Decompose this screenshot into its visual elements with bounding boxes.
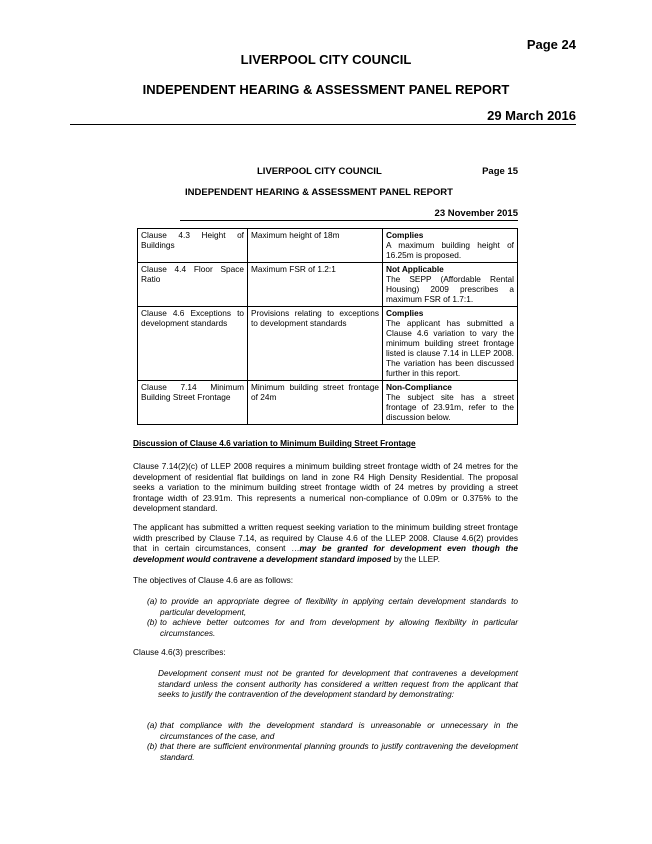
paragraph-2-text: The applicant has submitted a written request seeking variation to the minimum building street frontage width prescribed by Clause 7.14, as required by Clause 4.6 of the LLEP 2008. Clause 4.6(2) provides that in certain circumstances, consent …	[133, 522, 518, 553]
quote-item-text: that compliance with the development standard is unreasonable or unnecessary in the circumstances of the case, and	[160, 720, 518, 741]
quote-item-label: (b)	[147, 741, 158, 751]
result-status: Non-Compliance	[386, 382, 452, 392]
result-cell	[383, 381, 518, 425]
outer-panel-title: INDEPENDENT HEARING & ASSESSMENT PANEL REPORT	[142, 82, 510, 97]
inner-council-title: LIVERPOOL CITY COUNCIL	[257, 166, 382, 177]
result-cell	[383, 263, 518, 307]
discussion-heading: Discussion of Clause 4.6 variation to Minimum Building Street Frontage	[133, 438, 416, 448]
outer-council-title: LIVERPOOL CITY COUNCIL	[240, 52, 412, 67]
paragraph-2-end: by the LLEP.	[391, 553, 440, 564]
result-detail: The applicant has submitted a Clause 4.6 variation to vary the minimum building street frontage listed is clause 7.14 in LLEP 2008. The variation has been discussed further in this report.	[386, 318, 514, 378]
objectives-intro: The objectives of Clause 4.6 are as follows:	[133, 575, 294, 585]
result-status: Complies	[386, 308, 424, 318]
discussion-paragraph-1: Clause 7.14(2)(c) of LLEP 2008 requires a minimum building street frontage width of 24 metres for the development of residential flat buildings on land in zone R4 High Density Residential. The proposal seeks a variation to the minimum building street frontage width of 24 metres by providing a street frontage width of 23.91m. This represents a numerical non-compliance of 0.09m or 0.375% to the development standard.	[133, 461, 518, 513]
result-detail: The SEPP (Affordable Rental Housing) 2009 prescribes a maximum FSR of 1.7:1.	[386, 274, 514, 304]
clause-quote: Development consent must not be granted for development that contravenes a development standard unless the consent authority has considered a written request from the applicant that seeks to justify the contravention of the development standard by demonstrating:	[158, 668, 518, 699]
table-row	[138, 381, 518, 425]
objective-item	[147, 617, 518, 638]
result-status: Not Applicable	[386, 264, 444, 274]
result-cell	[383, 307, 518, 381]
clause-cell: Clause 4.3 Height of Buildings	[138, 229, 248, 263]
outer-page-number: Page 24	[526, 37, 576, 52]
table-row	[138, 263, 518, 307]
result-cell	[383, 229, 518, 263]
control-cell: Minimum building street frontage of 24m	[248, 381, 383, 425]
table-row	[138, 307, 518, 381]
inner-page-number: Page 15	[482, 166, 518, 177]
objective-item	[147, 596, 518, 617]
inner-report-date: 23 November 2015	[434, 208, 518, 219]
control-cell: Provisions relating to exceptions to development standards	[248, 307, 383, 381]
objective-text: to provide an appropriate degree of flexibility in applying certain development standards to particular development,	[160, 596, 518, 617]
quote-item-label: (a)	[147, 720, 158, 730]
clause-cell: Clause 4.6 Exceptions to development standards	[138, 307, 248, 381]
discussion-paragraph-2	[133, 522, 518, 564]
result-detail: The subject site has a street frontage of 23.91m, refer to the discussion below.	[386, 392, 514, 422]
compliance-table	[137, 228, 518, 425]
quote-item	[147, 741, 518, 762]
quote-item-text: that there are sufficient environmental planning grounds to justify contravening the development standard.	[160, 741, 518, 762]
result-detail: A maximum building height of 16.25m is proposed.	[386, 240, 514, 260]
control-cell: Maximum height of 18m	[248, 229, 383, 263]
result-status: Complies	[386, 230, 424, 240]
clause-cell: Clause 4.4 Floor Space Ratio	[138, 263, 248, 307]
outer-report-date: 29 March 2016	[487, 108, 576, 123]
objective-text: to achieve better outcomes for and from development by allowing flexibility in particular circumstances.	[160, 617, 518, 638]
quote-item	[147, 720, 518, 741]
outer-header-rule	[70, 124, 576, 125]
clause-cell: Clause 7.14 Minimum Building Street Frontage	[138, 381, 248, 425]
objective-label: (b)	[147, 617, 158, 627]
inner-header-rule	[180, 220, 518, 221]
table-row	[138, 229, 518, 263]
objective-label: (a)	[147, 596, 158, 606]
prescribes-intro: Clause 4.6(3) prescribes:	[133, 647, 226, 657]
inner-panel-title: INDEPENDENT HEARING & ASSESSMENT PANEL REPORT	[185, 187, 453, 198]
control-cell: Maximum FSR of 1.2:1	[248, 263, 383, 307]
paragraph-2-quoted: may be granted for development even though the development would contravene a development standard imposed	[133, 543, 518, 564]
